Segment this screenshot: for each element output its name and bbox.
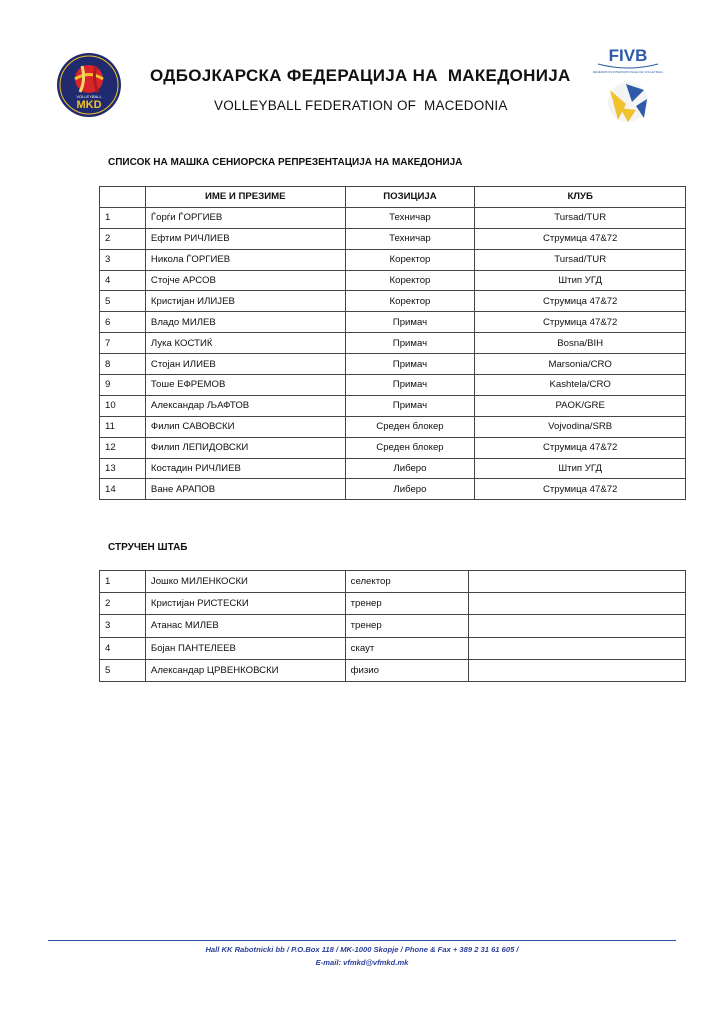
player-club: Струмица 47&72 [475,291,686,312]
table-row [100,416,686,437]
federation-title-mk: ОДБОЈКАРСКА ФЕДЕРАЦИЈА НА МАКЕДОНИЈА [150,66,571,85]
player-number: 2 [100,228,146,249]
table-row [100,458,686,479]
table-row [100,437,686,458]
table-row [100,615,686,637]
table-row [100,593,686,615]
player-position: Примач [345,395,475,416]
footer-address: Hall KK Rabotnicki bb / P.O.Box 118 / MK-1000 Skopje / Phone & Fax + 389 2 31 61 605 / [205,945,519,954]
staff-title: СТРУЧЕН ШТАБ [108,542,188,553]
table-row [100,270,686,291]
player-position: Коректор [345,291,475,312]
footer-email: E-mail: vfmkd@vfmkd.mk [315,958,409,967]
player-position: Среден блокер [345,437,475,458]
table-row [100,249,686,270]
player-number: 6 [100,312,146,333]
header-name: ИМЕ И ПРЕЗИМЕ [145,187,345,208]
staff-number: 3 [100,615,146,637]
player-club: Bosna/BIH [475,333,686,354]
staff-number: 5 [100,659,146,681]
player-number: 11 [100,416,146,437]
staff-number: 4 [100,637,146,659]
roster-title: СПИСОК НА МАШКА СЕНИОРСКА РЕПРЕЗЕНТАЦИЈА НА МАКЕДОНИЈА [108,157,463,168]
roster-header-row [100,187,686,208]
player-number: 3 [100,249,146,270]
player-number: 8 [100,354,146,375]
table-row [100,291,686,312]
staff-role: тренер [345,593,469,615]
staff-extra [469,571,686,593]
player-number: 5 [100,291,146,312]
player-name: Кристијан ИЛИЈЕВ [145,291,345,312]
player-name: Костадин РИЧЛИЕВ [145,458,345,479]
staff-role: тренер [345,615,469,637]
player-position: Либеро [345,479,475,500]
staff-role: селектор [345,571,469,593]
player-number: 4 [100,270,146,291]
table-row [100,637,686,659]
header-position: ПОЗИЦИЈА [345,187,475,208]
player-club: Штип УГД [475,270,686,291]
roster-table [99,186,686,500]
player-club: Marsonia/CRO [475,354,686,375]
table-row [100,228,686,249]
player-name: Ѓорѓи ЃОРГИЕВ [145,207,345,228]
table-row [100,333,686,354]
player-club: PAOK/GRE [475,395,686,416]
table-row [100,375,686,396]
player-number: 12 [100,437,146,458]
table-row [100,354,686,375]
player-club: Tursad/TUR [475,207,686,228]
player-name: Филип ЛЕПИДОВСКИ [145,437,345,458]
staff-role: физио [345,659,469,681]
player-position: Примач [345,354,475,375]
fivb-logo-subtext: FÉDÉRATION INTERNATIONALE DE VOLLEYBALL [592,70,664,74]
table-row [100,571,686,593]
table-row [100,312,686,333]
player-club: Kashtela/CRO [475,375,686,396]
player-number: 1 [100,207,146,228]
player-position: Техничар [345,228,475,249]
staff-extra [469,615,686,637]
player-club: Струмица 47&72 [475,312,686,333]
player-number: 7 [100,333,146,354]
staff-name: Кристијан РИСТЕСКИ [145,593,345,615]
player-position: Коректор [345,249,475,270]
fivb-logo-text: FIVB [608,46,648,65]
player-club: Струмица 47&72 [475,228,686,249]
player-position: Либеро [345,458,475,479]
staff-role: скаут [345,637,469,659]
staff-number: 2 [100,593,146,615]
staff-table [99,570,686,682]
table-row [100,479,686,500]
staff-extra [469,593,686,615]
staff-name: Александар ЦРВЕНКОВСКИ [145,659,345,681]
player-name: Стојче АРСОВ [145,270,345,291]
player-name: Лука КОСТИЌ [145,333,345,354]
player-position: Примач [345,333,475,354]
player-number: 9 [100,375,146,396]
staff-name: Јошко МИЛЕНКОСКИ [145,571,345,593]
mkd-logo-text: MKD [76,99,102,111]
player-club: Струмица 47&72 [475,437,686,458]
player-name: Ване АРАПОВ [145,479,345,500]
player-name: Тоше ЕФРЕМОВ [145,375,345,396]
player-name: Владо МИЛЕВ [145,312,345,333]
player-number: 10 [100,395,146,416]
player-name: Стојан ИЛИЕВ [145,354,345,375]
player-club: Струмица 47&72 [475,479,686,500]
table-row [100,659,686,681]
footer-divider [48,940,676,941]
header-number [100,187,146,208]
player-name: Никола ЃОРГИЕВ [145,249,345,270]
player-name: Филип САВОВСКИ [145,416,345,437]
header-club: КЛУБ [475,187,686,208]
staff-name: Атанас МИЛЕВ [145,615,345,637]
federation-title-en: VOLLEYBALL FEDERATION OF MACEDONIA [214,98,508,113]
table-row [100,207,686,228]
mkd-logo-arc-text: VOLLEYBALL [76,94,102,99]
staff-extra [469,659,686,681]
player-name: Александар ЉАФТОВ [145,395,345,416]
mkd-volleyball-logo [56,52,122,118]
table-row [100,395,686,416]
staff-number: 1 [100,571,146,593]
player-name: Ефтим РИЧЛИЕВ [145,228,345,249]
player-position: Среден блокер [345,416,475,437]
player-number: 14 [100,479,146,500]
player-position: Техничар [345,207,475,228]
fivb-logo [592,44,664,124]
player-club: Штип УГД [475,458,686,479]
player-club: Tursad/TUR [475,249,686,270]
player-position: Примач [345,375,475,396]
player-club: Vojvodina/SRB [475,416,686,437]
player-number: 13 [100,458,146,479]
player-position: Коректор [345,270,475,291]
staff-name: Бојан ПАНТЕЛЕЕВ [145,637,345,659]
player-position: Примач [345,312,475,333]
staff-extra [469,637,686,659]
